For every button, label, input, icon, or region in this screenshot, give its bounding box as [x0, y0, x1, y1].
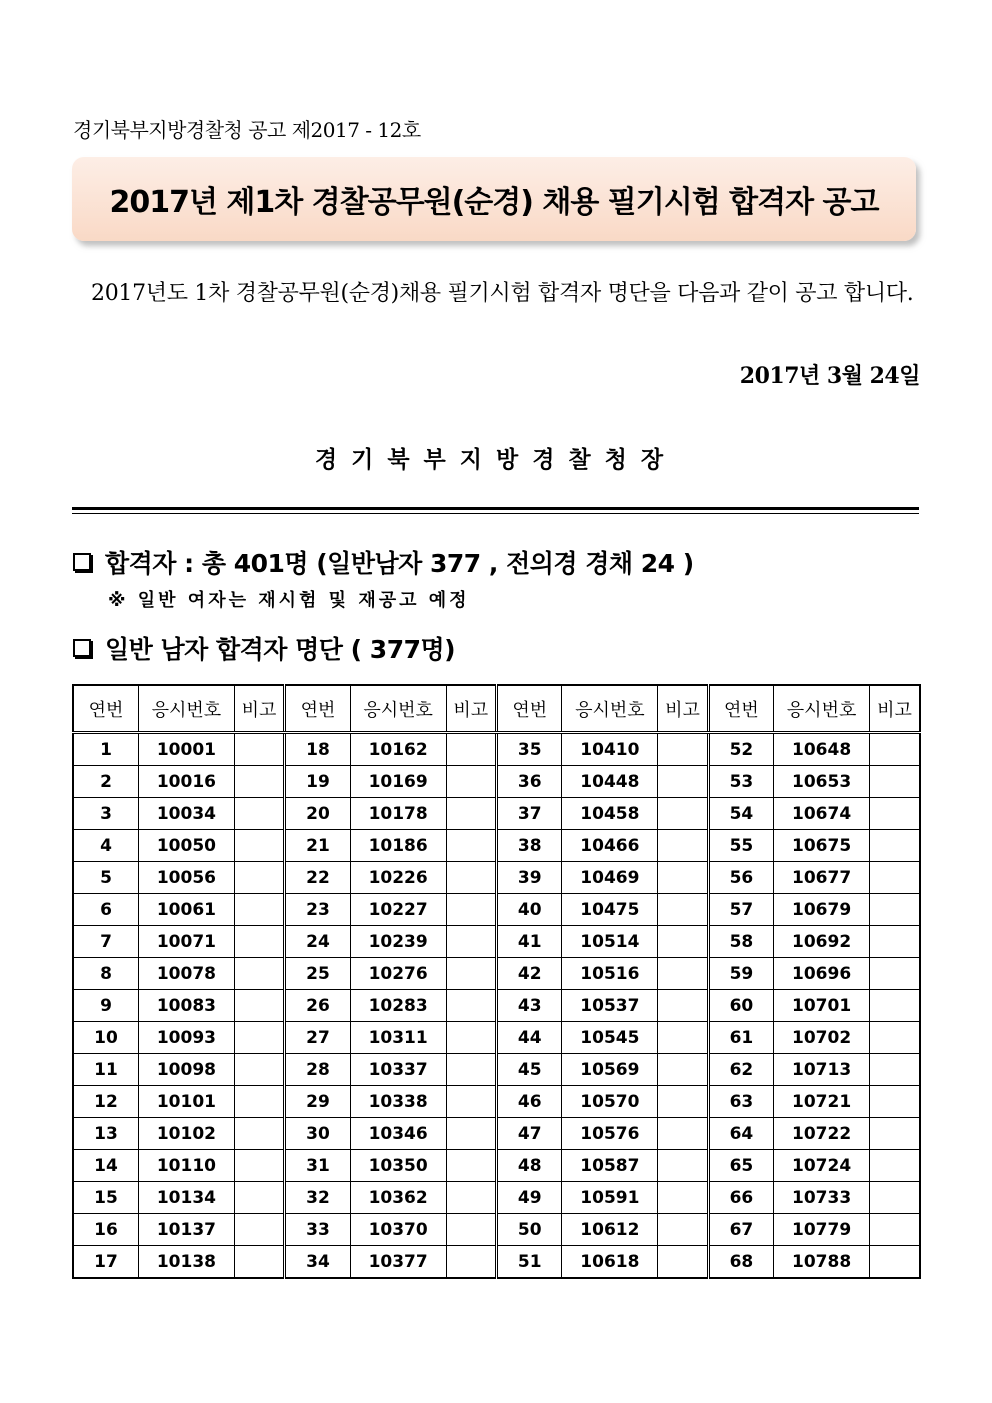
exam-number-cell: 10410 [562, 733, 658, 766]
exam-number-cell: 10227 [350, 894, 446, 926]
exam-number-cell: 10377 [350, 1246, 446, 1279]
remarks-cell [446, 1118, 496, 1150]
serial-cell: 16 [73, 1214, 139, 1246]
exam-number-cell: 10587 [562, 1150, 658, 1182]
serial-cell: 52 [708, 733, 774, 766]
remarks-cell [658, 958, 708, 990]
remarks-cell [446, 1054, 496, 1086]
remarks-cell [234, 1054, 284, 1086]
exam-number-cell: 10537 [562, 990, 658, 1022]
exam-number-cell: 10788 [774, 1246, 870, 1279]
exam-number-cell: 10178 [350, 798, 446, 830]
checkbox-bullet-icon [73, 639, 91, 657]
table-row [73, 990, 920, 1022]
remarks-cell [234, 926, 284, 958]
exam-number-cell: 10311 [350, 1022, 446, 1054]
remarks-cell [446, 894, 496, 926]
exam-number-cell: 10338 [350, 1086, 446, 1118]
serial-cell: 2 [73, 766, 139, 798]
exam-number-cell: 10516 [562, 958, 658, 990]
exam-number-cell: 10239 [350, 926, 446, 958]
exam-number-cell: 10138 [139, 1246, 235, 1279]
table-row [73, 1054, 920, 1086]
document-title: 2017년 제1차 경찰공무원(순경) 채용 필기시험 합격자 공고 [109, 185, 879, 220]
exam-number-cell: 10721 [774, 1086, 870, 1118]
remarks-cell [234, 1150, 284, 1182]
serial-cell: 29 [285, 1086, 351, 1118]
serial-cell: 50 [496, 1214, 562, 1246]
serial-cell: 30 [285, 1118, 351, 1150]
exam-number-cell: 10702 [774, 1022, 870, 1054]
serial-cell: 68 [708, 1246, 774, 1279]
serial-cell: 11 [73, 1054, 139, 1086]
table-row [73, 1022, 920, 1054]
exam-number-cell: 10134 [139, 1182, 235, 1214]
serial-cell: 63 [708, 1086, 774, 1118]
exam-number-cell: 10612 [562, 1214, 658, 1246]
remarks-cell [446, 926, 496, 958]
table-row [73, 766, 920, 798]
serial-cell: 33 [285, 1214, 351, 1246]
serial-cell: 4 [73, 830, 139, 862]
remarks-cell [869, 733, 920, 766]
serial-cell: 54 [708, 798, 774, 830]
serial-cell: 44 [496, 1022, 562, 1054]
table-row [73, 733, 920, 766]
serial-cell: 61 [708, 1022, 774, 1054]
exam-number-cell: 10466 [562, 830, 658, 862]
remarks-cell [658, 1118, 708, 1150]
exam-number-cell: 10591 [562, 1182, 658, 1214]
serial-cell: 20 [285, 798, 351, 830]
serial-cell: 42 [496, 958, 562, 990]
exam-number-cell: 10618 [562, 1246, 658, 1279]
exam-number-cell: 10034 [139, 798, 235, 830]
serial-cell: 59 [708, 958, 774, 990]
remarks-cell [658, 1214, 708, 1246]
remarks-cell [446, 1086, 496, 1118]
serial-cell: 21 [285, 830, 351, 862]
exam-number-cell: 10569 [562, 1054, 658, 1086]
remarks-cell [446, 1182, 496, 1214]
checkbox-bullet-icon [73, 553, 91, 571]
exam-number-cell: 10226 [350, 862, 446, 894]
remarks-cell [869, 894, 920, 926]
remarks-cell [869, 1118, 920, 1150]
serial-cell: 9 [73, 990, 139, 1022]
serial-cell: 28 [285, 1054, 351, 1086]
title-banner [72, 157, 916, 241]
remarks-cell [234, 862, 284, 894]
remarks-cell [658, 894, 708, 926]
remarks-cell [658, 990, 708, 1022]
remarks-cell [658, 1022, 708, 1054]
serial-cell: 53 [708, 766, 774, 798]
remarks-cell [658, 1182, 708, 1214]
remarks-cell [234, 1182, 284, 1214]
serial-cell: 27 [285, 1022, 351, 1054]
serial-cell: 65 [708, 1150, 774, 1182]
serial-cell: 32 [285, 1182, 351, 1214]
exam-number-cell: 10514 [562, 926, 658, 958]
exam-number-cell: 10692 [774, 926, 870, 958]
serial-cell: 14 [73, 1150, 139, 1182]
serial-cell: 8 [73, 958, 139, 990]
serial-cell: 58 [708, 926, 774, 958]
table-row [73, 958, 920, 990]
remarks-cell [234, 1022, 284, 1054]
header-remarks: 비고 [446, 685, 496, 733]
remarks-cell [234, 1118, 284, 1150]
serial-cell: 47 [496, 1118, 562, 1150]
table-row [73, 1246, 920, 1279]
remarks-cell [234, 958, 284, 990]
remarks-cell [234, 733, 284, 766]
exam-number-cell: 10186 [350, 830, 446, 862]
header-exam-number: 응시번호 [350, 685, 446, 733]
table-row [73, 1150, 920, 1182]
remarks-cell [446, 990, 496, 1022]
remarks-cell [446, 1246, 496, 1279]
remarks-cell [234, 990, 284, 1022]
exam-number-cell: 10110 [139, 1150, 235, 1182]
table-header-row [73, 685, 920, 733]
serial-cell: 67 [708, 1214, 774, 1246]
exam-number-cell: 10475 [562, 894, 658, 926]
exam-number-cell: 10469 [562, 862, 658, 894]
remarks-cell [446, 1150, 496, 1182]
remarks-cell [234, 894, 284, 926]
table-row [73, 1118, 920, 1150]
exam-number-cell: 10733 [774, 1182, 870, 1214]
remarks-cell [658, 1246, 708, 1279]
exam-number-cell: 10724 [774, 1150, 870, 1182]
exam-number-cell: 10370 [350, 1214, 446, 1246]
remarks-cell [234, 798, 284, 830]
serial-cell: 1 [73, 733, 139, 766]
exam-number-cell: 10071 [139, 926, 235, 958]
intro-paragraph [73, 272, 919, 315]
table-row [73, 862, 920, 894]
serial-cell: 40 [496, 894, 562, 926]
exam-number-cell: 10675 [774, 830, 870, 862]
summary-note: ※ 일반 여자는 재시험 및 재공고 예정 [108, 590, 470, 611]
exam-number-cell: 10337 [350, 1054, 446, 1086]
exam-number-cell: 10162 [350, 733, 446, 766]
serial-cell: 6 [73, 894, 139, 926]
divider-thin [72, 513, 919, 514]
header-remarks: 비고 [658, 685, 708, 733]
header-serial: 연번 [708, 685, 774, 733]
exam-number-cell: 10101 [139, 1086, 235, 1118]
remarks-cell [658, 830, 708, 862]
summary-heading-text: 합격자 : 총 401명 (일반남자 377 , 전의경 경채 24 ) [105, 549, 694, 578]
header-remarks: 비고 [234, 685, 284, 733]
serial-cell: 19 [285, 766, 351, 798]
exam-number-cell: 10779 [774, 1214, 870, 1246]
exam-number-cell: 10276 [350, 958, 446, 990]
serial-cell: 36 [496, 766, 562, 798]
header-exam-number: 응시번호 [562, 685, 658, 733]
serial-cell: 15 [73, 1182, 139, 1214]
remarks-cell [869, 1022, 920, 1054]
passer-table [72, 684, 921, 1279]
remarks-cell [869, 830, 920, 862]
serial-cell: 5 [73, 862, 139, 894]
serial-cell: 46 [496, 1086, 562, 1118]
remarks-cell [658, 1150, 708, 1182]
exam-number-cell: 10283 [350, 990, 446, 1022]
remarks-cell [446, 766, 496, 798]
table-row [73, 1086, 920, 1118]
serial-cell: 55 [708, 830, 774, 862]
remarks-cell [869, 862, 920, 894]
serial-cell: 26 [285, 990, 351, 1022]
serial-cell: 41 [496, 926, 562, 958]
serial-cell: 31 [285, 1150, 351, 1182]
serial-cell: 18 [285, 733, 351, 766]
exam-number-cell: 10570 [562, 1086, 658, 1118]
exam-number-cell: 10350 [350, 1150, 446, 1182]
serial-cell: 24 [285, 926, 351, 958]
header-exam-number: 응시번호 [774, 685, 870, 733]
exam-number-cell: 10093 [139, 1022, 235, 1054]
list-heading [73, 630, 455, 666]
serial-cell: 66 [708, 1182, 774, 1214]
exam-number-cell: 10346 [350, 1118, 446, 1150]
header-serial: 연번 [73, 685, 139, 733]
divider-thick [72, 507, 919, 510]
remarks-cell [869, 766, 920, 798]
remarks-cell [446, 862, 496, 894]
serial-cell: 7 [73, 926, 139, 958]
remarks-cell [234, 1214, 284, 1246]
remarks-cell [869, 1054, 920, 1086]
remarks-cell [446, 958, 496, 990]
table-row [73, 830, 920, 862]
remarks-cell [446, 798, 496, 830]
exam-number-cell: 10448 [562, 766, 658, 798]
exam-number-cell: 10169 [350, 766, 446, 798]
table-row [73, 798, 920, 830]
exam-number-cell: 10083 [139, 990, 235, 1022]
exam-number-cell: 10677 [774, 862, 870, 894]
exam-number-cell: 10102 [139, 1118, 235, 1150]
serial-cell: 43 [496, 990, 562, 1022]
serial-cell: 39 [496, 862, 562, 894]
issuer-name: 경기북부지방경찰청장 [314, 446, 678, 473]
remarks-cell [869, 1086, 920, 1118]
exam-number-cell: 10722 [774, 1118, 870, 1150]
remarks-cell [869, 1150, 920, 1182]
remarks-cell [234, 1086, 284, 1118]
exam-number-cell: 10362 [350, 1182, 446, 1214]
remarks-cell [234, 830, 284, 862]
serial-cell: 49 [496, 1182, 562, 1214]
remarks-cell [446, 830, 496, 862]
table-row [73, 1182, 920, 1214]
serial-cell: 64 [708, 1118, 774, 1150]
remarks-cell [234, 1246, 284, 1279]
serial-cell: 13 [73, 1118, 139, 1150]
header-serial: 연번 [496, 685, 562, 733]
list-heading-text: 일반 남자 합격자 명단 ( 377명) [105, 635, 456, 664]
remarks-cell [234, 766, 284, 798]
exam-number-cell: 10713 [774, 1054, 870, 1086]
remarks-cell [869, 958, 920, 990]
header-remarks: 비고 [869, 685, 920, 733]
exam-number-cell: 10061 [139, 894, 235, 926]
serial-cell: 35 [496, 733, 562, 766]
remarks-cell [658, 926, 708, 958]
serial-cell: 10 [73, 1022, 139, 1054]
serial-cell: 23 [285, 894, 351, 926]
header-serial: 연번 [285, 685, 351, 733]
remarks-cell [658, 798, 708, 830]
serial-cell: 56 [708, 862, 774, 894]
remarks-cell [869, 1214, 920, 1246]
table-row [73, 1214, 920, 1246]
serial-cell: 48 [496, 1150, 562, 1182]
exam-number-cell: 10458 [562, 798, 658, 830]
exam-number-cell: 10050 [139, 830, 235, 862]
remarks-cell [658, 766, 708, 798]
exam-number-cell: 10078 [139, 958, 235, 990]
serial-cell: 25 [285, 958, 351, 990]
remarks-cell [446, 1022, 496, 1054]
remarks-cell [446, 733, 496, 766]
remarks-cell [869, 990, 920, 1022]
serial-cell: 45 [496, 1054, 562, 1086]
exam-number-cell: 10001 [139, 733, 235, 766]
exam-number-cell: 10016 [139, 766, 235, 798]
exam-number-cell: 10098 [139, 1054, 235, 1086]
exam-number-cell: 10056 [139, 862, 235, 894]
table-row [73, 926, 920, 958]
announcement-date: 2017년 3월 24일 [739, 363, 920, 389]
summary-heading [73, 544, 694, 580]
serial-cell: 22 [285, 862, 351, 894]
serial-cell: 37 [496, 798, 562, 830]
serial-cell: 3 [73, 798, 139, 830]
exam-number-cell: 10701 [774, 990, 870, 1022]
table-row [73, 894, 920, 926]
exam-number-cell: 10648 [774, 733, 870, 766]
remarks-cell [869, 1182, 920, 1214]
remarks-cell [869, 1246, 920, 1279]
serial-cell: 57 [708, 894, 774, 926]
serial-cell: 60 [708, 990, 774, 1022]
exam-number-cell: 10576 [562, 1118, 658, 1150]
exam-number-cell: 10674 [774, 798, 870, 830]
remarks-cell [869, 926, 920, 958]
announcement-number: 경기북부지방경찰청 공고 제2017 - 12호 [73, 118, 421, 142]
serial-cell: 17 [73, 1246, 139, 1279]
exam-number-cell: 10137 [139, 1214, 235, 1246]
exam-number-cell: 10545 [562, 1022, 658, 1054]
remarks-cell [658, 733, 708, 766]
serial-cell: 62 [708, 1054, 774, 1086]
serial-cell: 51 [496, 1246, 562, 1279]
serial-cell: 12 [73, 1086, 139, 1118]
remarks-cell [869, 798, 920, 830]
exam-number-cell: 10679 [774, 894, 870, 926]
intro-text: 2017년도 1차 경찰공무원(순경)채용 필기시험 합격자 명단을 다음과 같이 공고 합니다. [91, 281, 914, 306]
serial-cell: 34 [285, 1246, 351, 1279]
header-exam-number: 응시번호 [139, 685, 235, 733]
serial-cell: 38 [496, 830, 562, 862]
remarks-cell [658, 862, 708, 894]
remarks-cell [658, 1086, 708, 1118]
remarks-cell [658, 1054, 708, 1086]
exam-number-cell: 10653 [774, 766, 870, 798]
remarks-cell [446, 1214, 496, 1246]
exam-number-cell: 10696 [774, 958, 870, 990]
